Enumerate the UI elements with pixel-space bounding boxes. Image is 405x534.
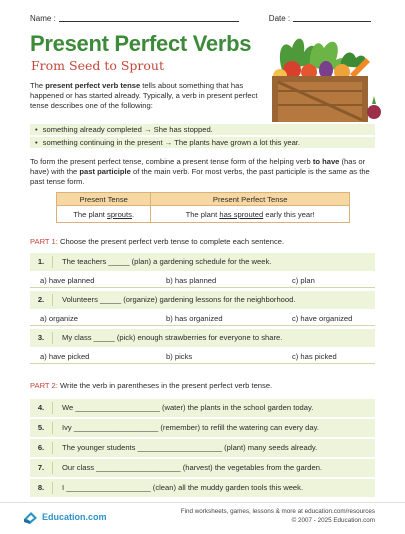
bullet-list [30, 124, 375, 149]
option-c[interactable]: c) have organized [292, 314, 353, 323]
part2-instructions: PART 2: Write the verb in parentheses in the present perfect verb tense. [30, 381, 273, 390]
option-b[interactable]: b) has organized [166, 314, 223, 323]
page-subtitle: From Seed to Sprout [31, 58, 164, 73]
list-item: • something continuing in the present → The plants have grown a lot this year. [30, 137, 375, 148]
formation-rule-paragraph: To form the present perfect tense, combine a present tense form of the helping verb to have (has or have) with the past participle of the main verb. For most verbs, the past participle is the same as the past tense form. [30, 157, 370, 187]
footer-divider [0, 502, 405, 503]
question-1-options [30, 273, 375, 288]
option-a[interactable]: a) organize [40, 314, 78, 323]
bullet-icon: • [35, 137, 38, 147]
question-2-options [30, 311, 375, 326]
table-cell-present: The plant sprouts. [57, 206, 151, 223]
question-1: 1. The teachers _____ (plan) a gardening schedule for the week. [30, 253, 375, 271]
question-3-options [30, 349, 375, 364]
table-header-present: Present Tense [57, 193, 151, 206]
option-c[interactable]: c) plan [292, 276, 315, 285]
question-4[interactable]: 4. We ____________________ (water) the plants in the school garden today. [30, 399, 375, 417]
question-3: 3. My class _____ (pick) enough strawberries for everyone to share. [30, 329, 375, 347]
footer-copyright: © 2007 - 2025 Education.com [291, 517, 375, 524]
part1-instructions: PART 1: Choose the present perfect verb tense to complete each sentence. [30, 237, 285, 246]
name-date-row [30, 14, 375, 23]
name-field[interactable] [59, 14, 239, 22]
option-a[interactable]: a) have picked [40, 352, 90, 361]
option-b[interactable]: b) picks [166, 352, 193, 361]
footer-text [181, 507, 375, 525]
question-8[interactable]: 8. I ____________________ (clean) all the muddy garden tools this week. [30, 479, 375, 497]
date-label: Date : [268, 14, 291, 23]
brand-logo[interactable] [22, 508, 107, 525]
table-header-present-perfect: Present Perfect Tense [151, 193, 350, 206]
question-2: 2. Volunteers _____ (organize) gardening lessons for the neighborhood. [30, 291, 375, 309]
question-7[interactable]: 7. Our class ____________________ (harvest) the vegetables from the garden. [30, 459, 375, 477]
brand-name: Education.com [42, 511, 107, 522]
vegetable-crate-illustration [262, 30, 382, 128]
date-field[interactable] [293, 14, 371, 22]
option-c[interactable]: c) has picked [292, 352, 337, 361]
bullet-icon: • [35, 125, 38, 134]
option-a[interactable]: a) have planned [40, 276, 95, 285]
question-5[interactable]: 5. Ivy ____________________ (remember) to refill the watering can every day. [30, 419, 375, 437]
intro-paragraph: The present perfect verb tense tells about something that has happened or has started already. Typically, a verb in present perfect tense describes one of the following: [30, 81, 258, 111]
name-label: Name : [30, 14, 56, 23]
tense-example-table [56, 192, 350, 223]
table-cell-present-perfect: The plant has sprouted early this year! [151, 206, 350, 223]
footer-resources-link[interactable]: Find worksheets, games, lessons & more at education.com/resources [180, 508, 375, 515]
page-title: Present Perfect Verbs [30, 31, 252, 56]
option-b[interactable]: b) has planned [166, 276, 217, 285]
question-6[interactable]: 6. The younger students ____________________ (plant) many seeds already. [30, 439, 375, 457]
education-logo-icon [22, 508, 39, 525]
list-item: • something already completed → She has stopped. [30, 124, 375, 135]
